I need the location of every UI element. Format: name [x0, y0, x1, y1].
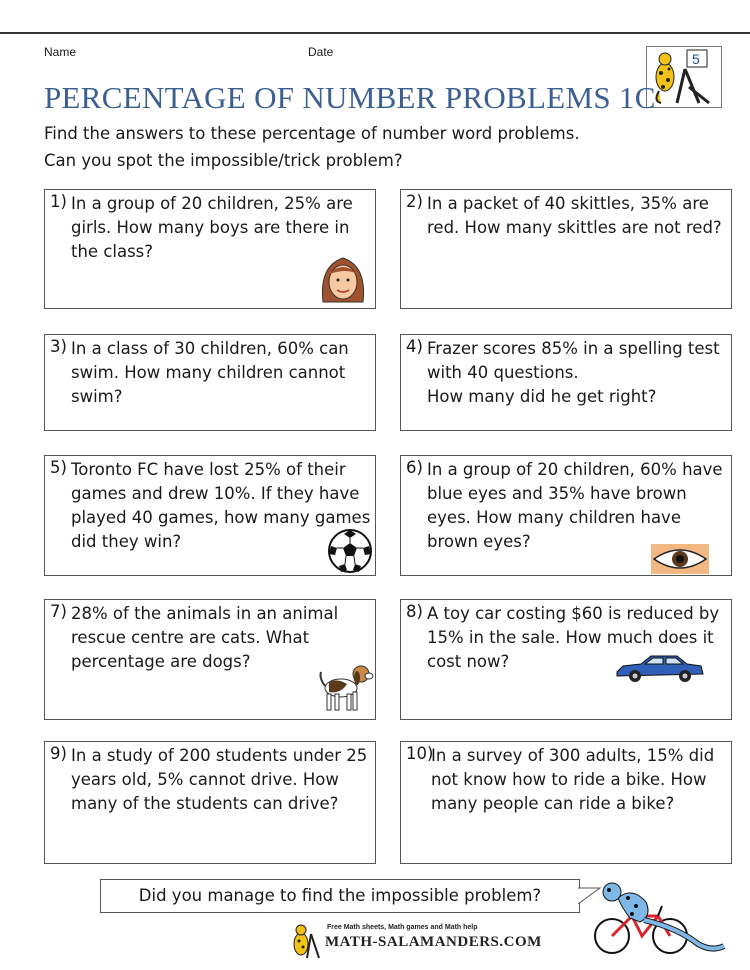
problem-text: 28% of the animals in an animal rescue centre are cats. What percentage are dogs?	[71, 604, 339, 671]
girl-face-icon	[317, 252, 369, 306]
eye-icon	[651, 544, 709, 574]
car-icon	[615, 652, 705, 684]
problem-8	[400, 599, 732, 720]
problem-2	[400, 189, 732, 309]
problem-number: 10)	[406, 744, 434, 763]
dog-icon	[317, 658, 375, 714]
problem-number: 8)	[406, 602, 423, 621]
problem-1	[44, 189, 376, 309]
footer-site-name: MATH-SALAMANDERS.COM	[325, 934, 542, 950]
problem-text: In a packet of 40 skittles, 35% are red. How many skittles are not red?	[427, 194, 722, 237]
problem-4	[400, 334, 732, 431]
salamander-bike-icon	[588, 878, 728, 956]
problem-9	[44, 741, 376, 864]
problem-text: In a group of 20 children, 60% have blue eyes and 35% have brown eyes. How many children have brown eyes?	[427, 460, 723, 551]
problem-3	[44, 334, 376, 431]
soccer-ball-icon	[327, 528, 373, 574]
salamander-logo	[646, 46, 722, 108]
problem-number: 2)	[406, 192, 423, 211]
problem-text: Frazer scores 85% in a spelling test with 40 questions.	[427, 339, 720, 382]
problem-7	[44, 599, 376, 720]
name-label: Name	[44, 45, 77, 59]
problem-number: 7)	[50, 602, 67, 621]
problem-text: In a survey of 300 adults, 15% did not know how to ride a bike. How many people can ride a bike?	[431, 746, 715, 813]
problem-text-line-2: How many did he get right?	[427, 387, 657, 406]
footer-salamander-icon	[287, 924, 323, 960]
problem-number: 3)	[50, 337, 67, 356]
impossible-question-banner: Did you manage to find the impossible problem?	[100, 879, 580, 913]
top-rule	[0, 32, 750, 34]
problem-number: 9)	[50, 744, 67, 763]
instruction-line-1: Find the answers to these percentage of number word problems.	[44, 124, 580, 143]
problem-number: 1)	[50, 192, 67, 211]
problem-text: Toronto FC have lost 25% of their games and drew 10%. If they have played 40 games, how many games did they win?	[71, 460, 371, 551]
page-title: PERCENTAGE OF NUMBER PROBLEMS 1C	[44, 80, 656, 115]
problem-10	[400, 741, 732, 864]
problem-text: In a class of 30 children, 60% can swim. How many children cannot swim?	[71, 339, 349, 406]
problem-6	[400, 455, 732, 576]
instruction-line-2: Can you spot the impossible/trick problem?	[44, 151, 403, 170]
problem-text: In a study of 200 students under 25 years old, 5% cannot drive. How many of the students can drive?	[71, 746, 368, 813]
footer-logo	[285, 922, 542, 962]
date-label: Date	[308, 45, 334, 59]
problem-text: In a group of 20 children, 25% are girls. How many boys are there in the class?	[71, 194, 353, 261]
problem-5	[44, 455, 376, 576]
problem-number: 6)	[406, 458, 423, 477]
problem-text: A toy car costing $60 is reduced by 15% in the sale. How much does it cost now?	[427, 604, 720, 671]
grade-number: 5	[692, 51, 700, 67]
problem-number: 5)	[50, 458, 67, 477]
footer-tagline: Free Math sheets, Math games and Math help	[327, 924, 478, 931]
problem-number: 4)	[406, 337, 423, 356]
